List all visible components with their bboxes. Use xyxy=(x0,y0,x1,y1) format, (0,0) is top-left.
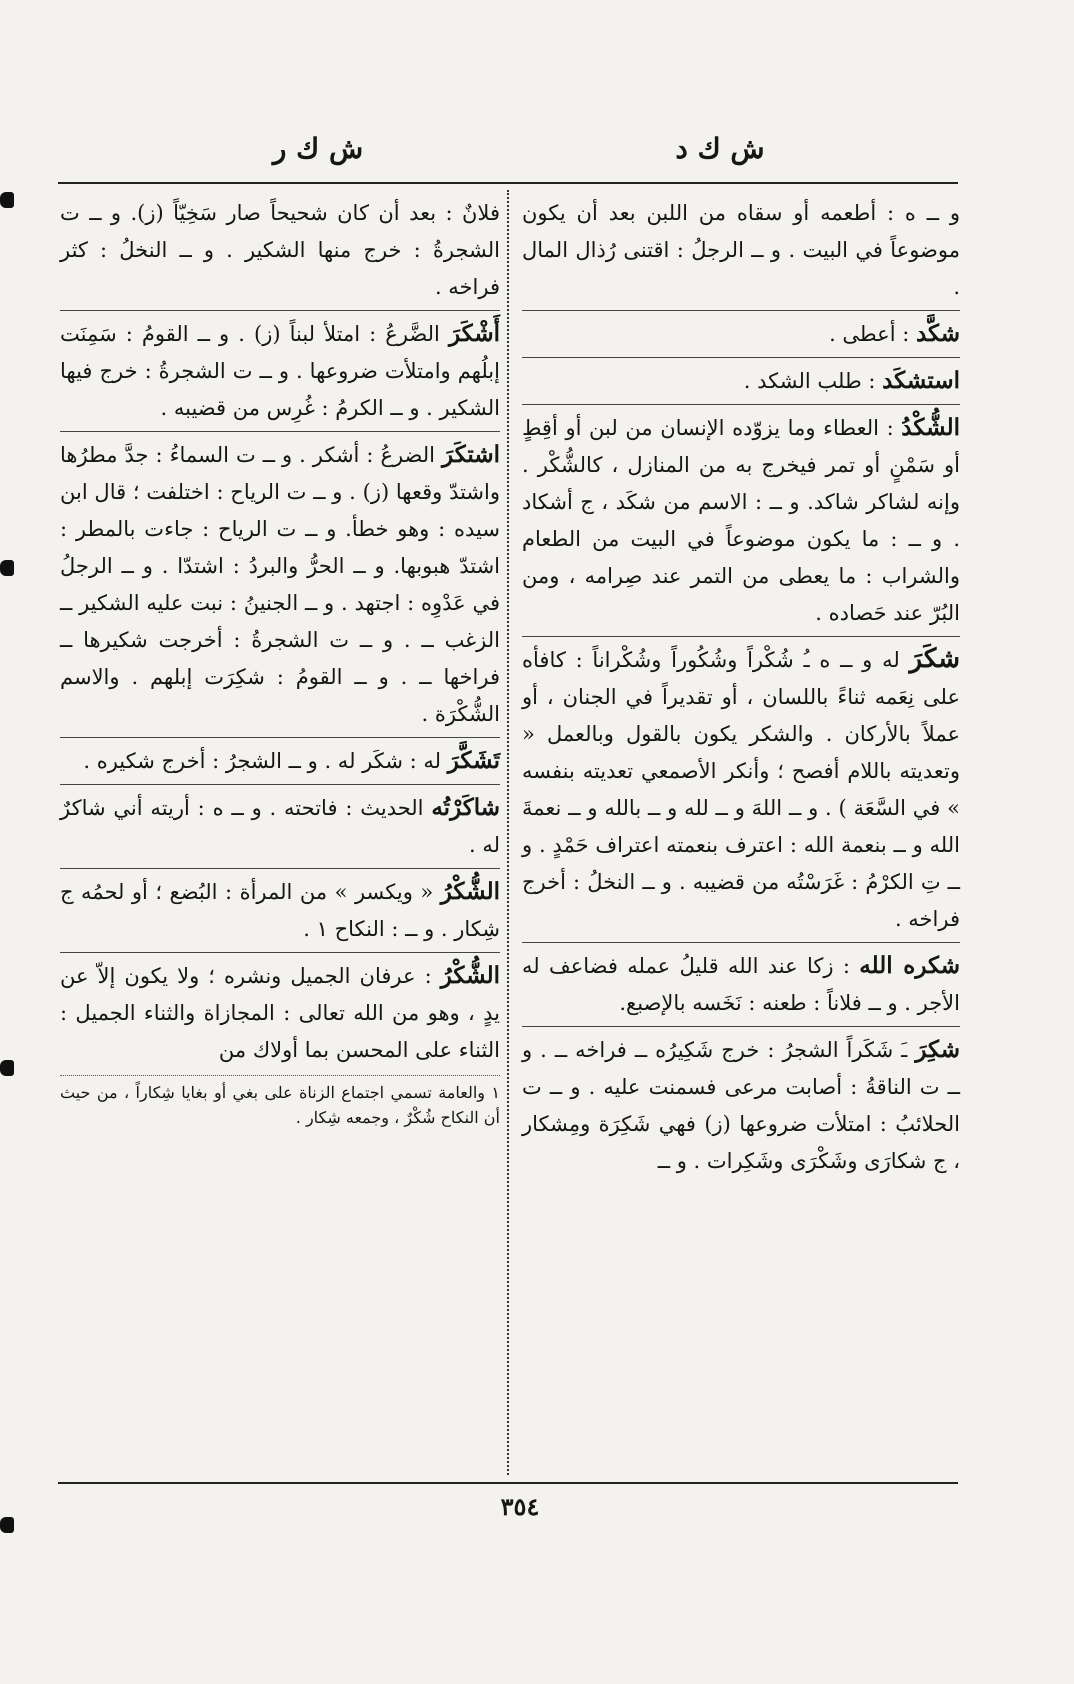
entry-definition: : عرفان الجميل ونشره ؛ ولا يكون إلاّ عن يدٍ ، وهو من الله تعالى : المجازاة والثناء الجميل : الثناء على المحسن بما أولاك من xyxy=(60,964,500,1062)
entry-headword: شكره الله xyxy=(859,952,960,979)
left-column xyxy=(60,195,500,1130)
running-header-right: ش ك د xyxy=(675,132,765,165)
dictionary-entry xyxy=(60,737,500,780)
page-number: ٣٥٤ xyxy=(500,1492,540,1521)
binding-mark xyxy=(0,192,14,208)
entry-headword: شكَرَ xyxy=(909,644,960,674)
dictionary-entry xyxy=(60,195,500,306)
entry-definition: : أعطى . xyxy=(829,322,916,346)
dictionary-entry xyxy=(522,404,960,632)
dictionary-entry xyxy=(60,784,500,864)
dictionary-entry xyxy=(522,942,960,1022)
dictionary-entry xyxy=(522,357,960,400)
binding-mark xyxy=(0,1517,14,1533)
entry-definition: : زكا عند الله قليلُ عمله فضاعف له الأجر . و ــ فلاناً : طعنه : نَخَسه بالإصبع. xyxy=(522,954,960,1015)
binding-mark xyxy=(0,1060,14,1076)
entry-headword: الشُّكْرُ xyxy=(440,878,500,905)
footnote-rule xyxy=(60,1075,500,1076)
dictionary-entry xyxy=(60,868,500,948)
dictionary-entry xyxy=(522,1026,960,1180)
entry-headword: تَشَكَّرَ xyxy=(447,747,500,774)
entry-headword: شكَّد xyxy=(915,320,960,347)
entry-headword: شكِرَ xyxy=(915,1036,960,1063)
entry-headword: الشُّكْدُ xyxy=(901,414,960,441)
entry-definition: الضَّرعُ : امتلأ لبناً (ز) . و ــ القومُ : سَمِنَت إبلُهم وامتلأت ضروعها . و ــ ت الشجرةُ : خرج فيها الشكير . و ــ الكرمُ : غُرِس من قضيبه . xyxy=(60,322,500,420)
dictionary-entry xyxy=(60,310,500,427)
dictionary-entry xyxy=(522,310,960,353)
dictionary-entry xyxy=(522,195,960,306)
entry-definition: له : شكَر له . و ــ الشجرُ : أخرج شكيره . xyxy=(83,749,448,773)
entry-definition: : العطاء وما يزوّده الإنسان من لبن أو أقِطٍ أو سَمْنٍ أو تمر فيخرج به من المنازل ، كالشُّكْر . وإنه لشاكر شاكد. و ــ : الاسم من شكَد ، ج أشكاد . و ــ : ما يكون موضوعاً في البيت من الطعام والشراب : ما يعطى من التمر عند صِرامه ، ومن البُرّ عند حَصاده . xyxy=(522,416,960,625)
entry-definition: : طلب الشكد . xyxy=(743,369,883,393)
dictionary-entry xyxy=(60,952,500,1069)
entry-definition: « ويكسر » من المرأة : البُضع ؛ أو لحمُه ج شِكار . و ــ : النكاح ١ . xyxy=(60,880,500,941)
entry-definition: له و ــ ه ـُ شُكْراً وشُكُوراً وشُكْراناً : كافأه على نِعَمه ثناءً باللسان ، أو تقديراً في الجنان ، أو عملاً بالأركان . والشكر يكون بالقول وبالعمل « وتعديته باللام أفصح ؛ وأنكر الأصمعي تعديته بنفسه » في السَّعَة ) . و ــ اللهَ و ــ لله و ــ بالله و ــ نعمةَ الله و ــ بنعمة الله : اعترف بنعمته اعتراف حَمْدٍ . و ــ تِ الكرْمُ : غَرَسْتُه من قضيبه . و ــ النخلُ : أخرج فراخه . xyxy=(522,648,960,931)
footnote: ١ والعامة تسمي اجتماع الزناة على بغي أو بغايا شِكاراً ، من حيث أن النكاح شُكْرٌ ، وجمعه شِكار . xyxy=(60,1083,500,1127)
entry-definition: فلانٌ : بعد أن كان شحيحاً صار سَخِيّاً (ز). و ــ ت الشجرةُ : خرج منها الشكير . و ــ النخلُ : كثر فراخه . xyxy=(60,201,500,299)
entry-headword: شاكَرْتُه xyxy=(431,794,500,821)
entry-definition: الحديث : فاتحته . و ــ ه : أريته أني شاكرٌ له . xyxy=(60,796,500,857)
dictionary-entry xyxy=(522,636,960,938)
right-column xyxy=(522,195,960,1184)
header-rule xyxy=(58,182,958,184)
dictionary-entry xyxy=(60,431,500,733)
entry-headword: اشتكَرَ xyxy=(442,441,500,468)
column-separator xyxy=(507,190,510,1475)
entry-headword: أَشْكَرَ xyxy=(448,320,500,347)
entry-headword: استشكَد xyxy=(882,367,960,394)
entry-headword: الشُّكْرُ xyxy=(440,962,500,989)
entry-definition: الضرعُ : أشكر . و ــ ت السماءُ : جدَّ مطرُها واشتدّ وقعها (ز) . و ــ ت الرياح : اختلفت ؛ قال ابن سيده : وهو خطأ. و ــ ت الرياح : جاءت بالمطر : اشتدّ هبوبها. و ــ الحرُّ والبردُ : اشتدّا . و ــ الرجلُ في عَدْوِه : اجتهد . و ــ الجنينُ : نبت عليه الشكير ــ الزغب ــ . و ــ ت الشجرةُ : أخرجت شكيرها ــ فراخها ــ . و ــ القومُ : شكِرَت إبلهم . والاسم الشُّكْرَة . xyxy=(60,443,500,726)
footer-rule xyxy=(58,1482,958,1484)
entry-definition: ـَ شَكَراً الشجرُ : خرج شَكِيرُه ــ فراخه ــ . و ــ ت الناقةُ : أصابت مرعى فسمنت عليه . و ــ ت الحلائبُ : امتلأت ضروعها (ز) فهي شَكِرَة ومِشكار ، ج شكارَى وشَكْرَى وشَكِرات . و ــ xyxy=(522,1038,960,1173)
entry-definition: و ــ ه : أطعمه أو سقاه من اللبن بعد أن يكون موضوعاً في البيت . و ــ الرجلُ : اقتنى رُذال المال . xyxy=(522,201,960,299)
binding-mark xyxy=(0,560,14,576)
running-header-left: ش ك ر xyxy=(272,132,364,165)
